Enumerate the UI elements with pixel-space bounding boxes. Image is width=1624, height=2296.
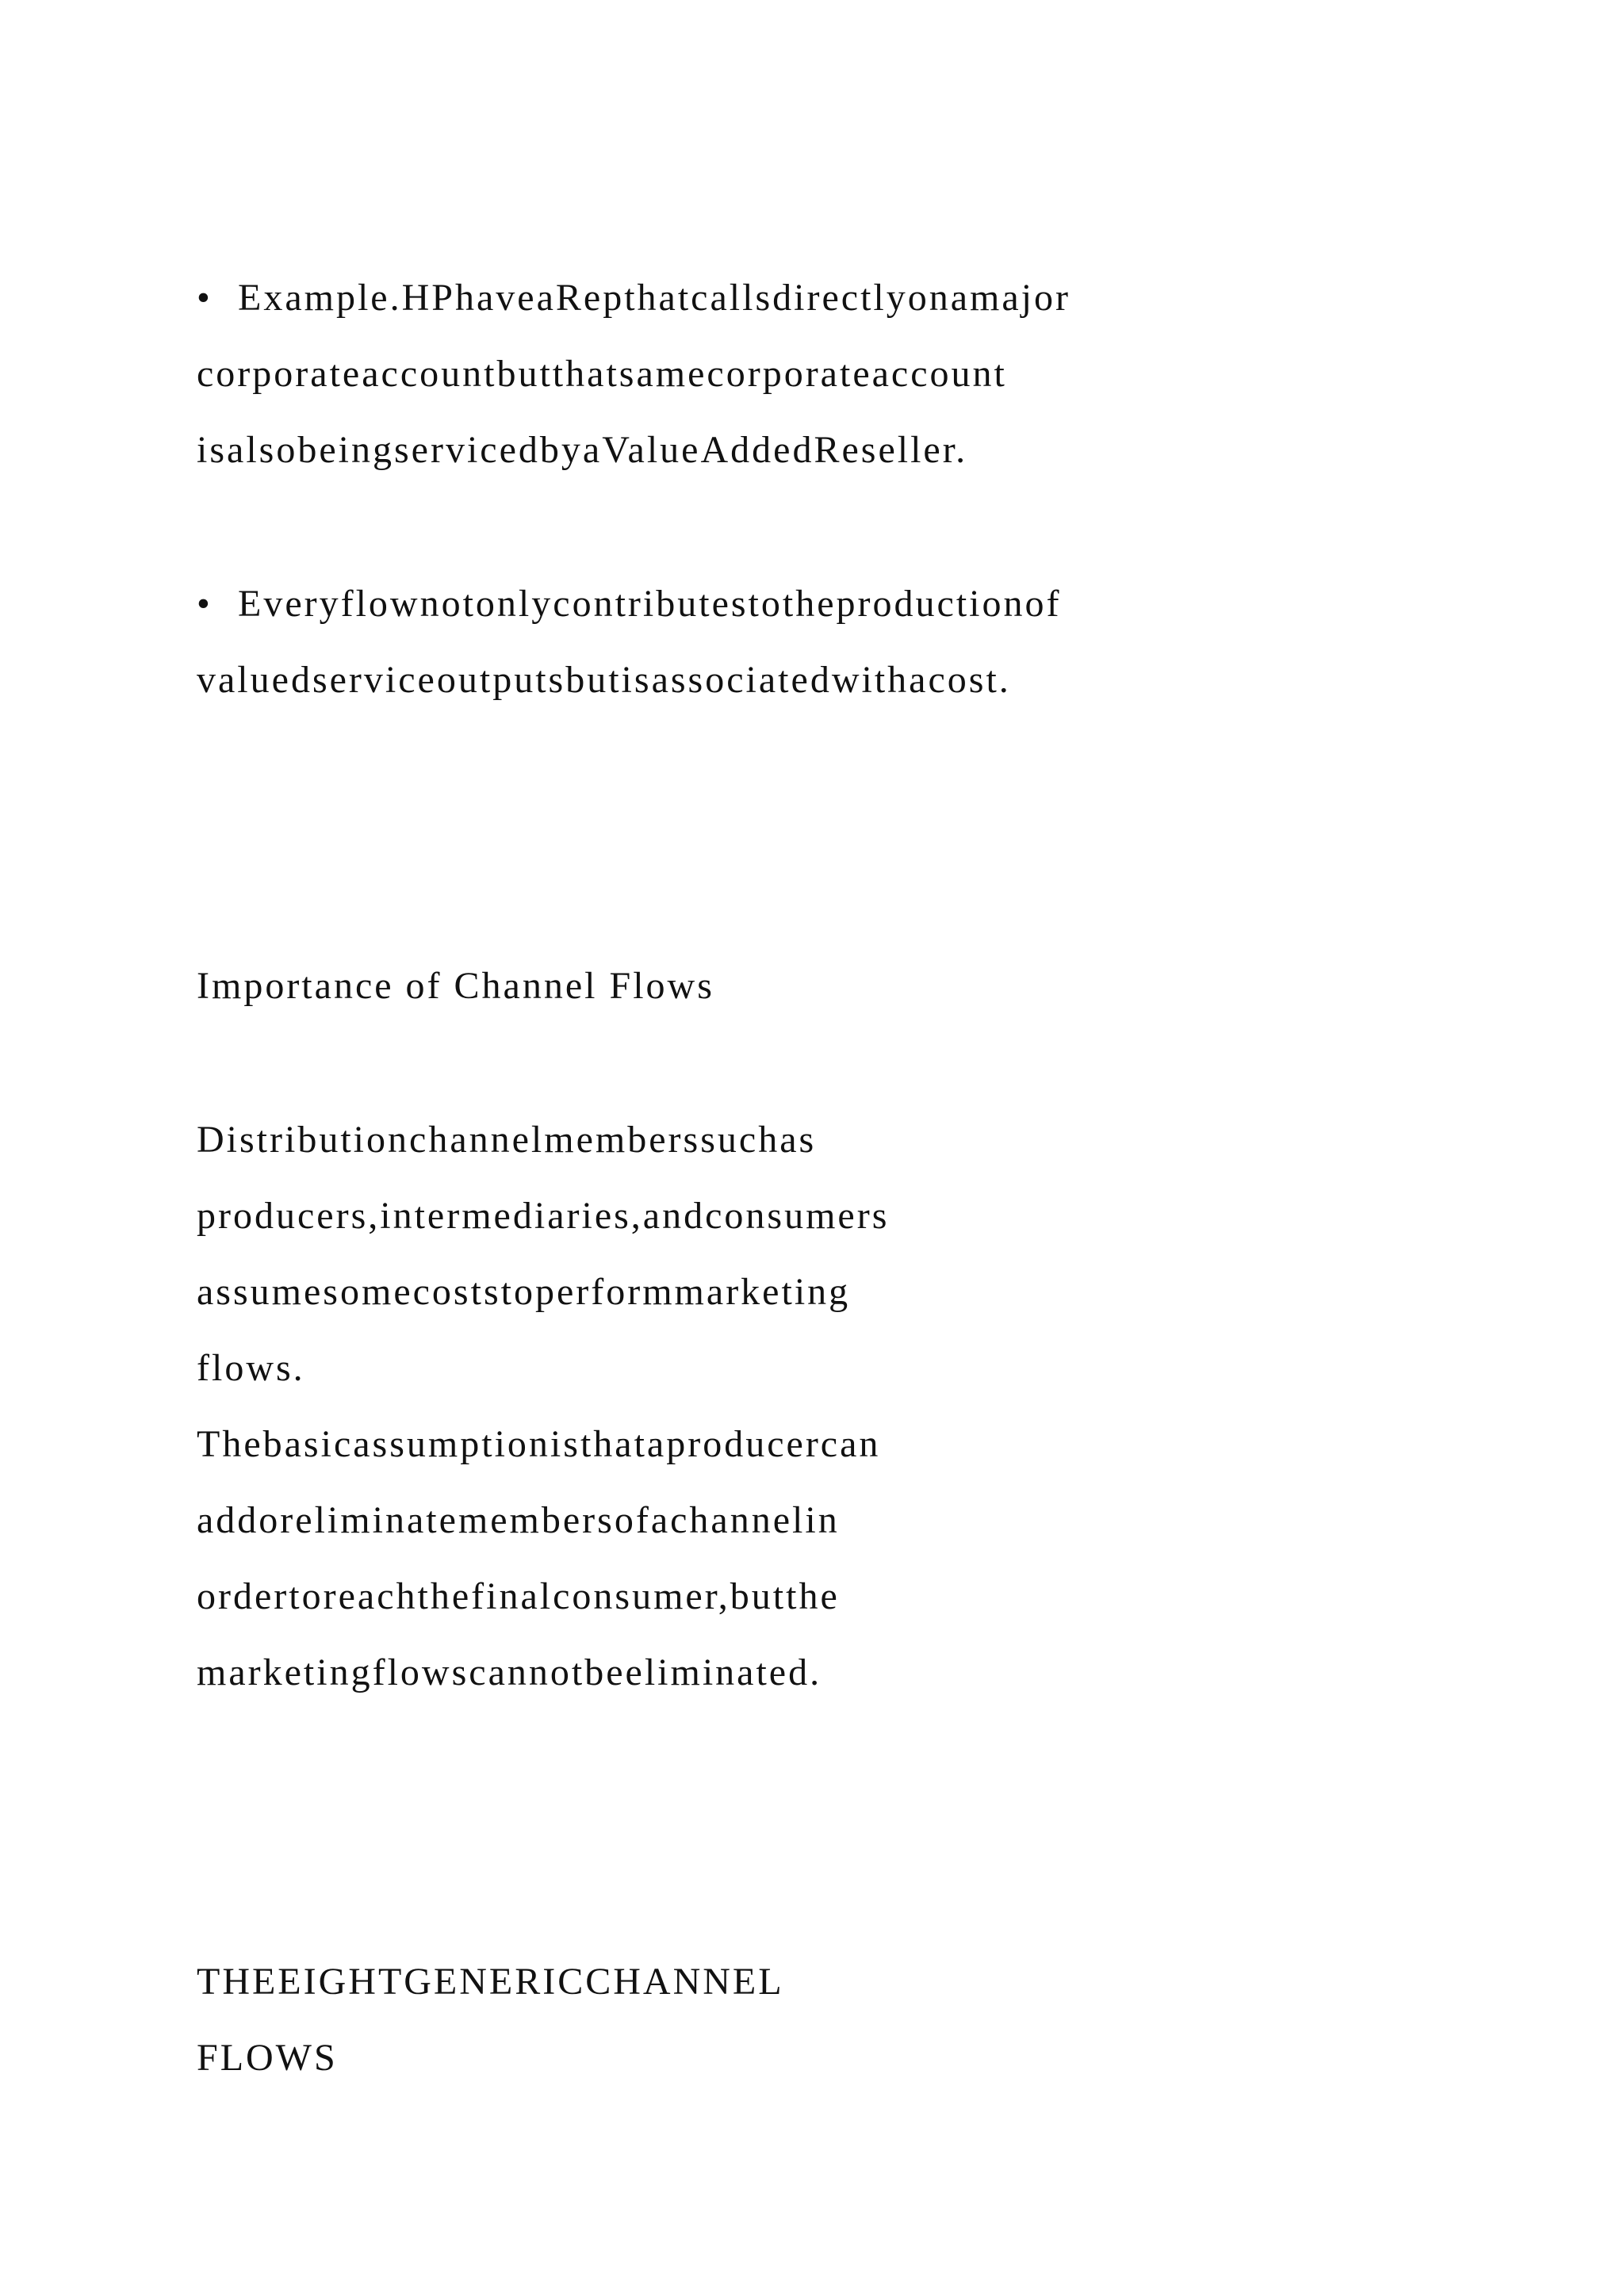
bullet-item-1-line-2: corporateaccountbutthatsamecorporateaccount bbox=[197, 353, 1007, 395]
section-heading: Importance of Channel Flows bbox=[197, 965, 714, 1007]
paragraph-line-8: marketingflowscannotbeeliminated. bbox=[197, 1651, 822, 1693]
paragraph-line-5: Thebasicassumptionisthataproducercan bbox=[197, 1423, 881, 1465]
paragraph-line-7: ordertoreachthefinalconsumer,butthe bbox=[197, 1575, 840, 1617]
bullet-item-1-line-3: isalsobeingservicedbyaValueAddedReseller. bbox=[197, 429, 968, 471]
paragraph-line-6: addoreliminatemembersofachannelin bbox=[197, 1499, 840, 1541]
heading-line-1: THEEIGHTGENERICCHANNEL bbox=[197, 1961, 784, 2003]
bullet-marker: • bbox=[197, 277, 213, 319]
bullet-text: Example.HPhaveaRepthatcallsdirectlyonamajor bbox=[238, 277, 1071, 319]
bullet-text: Everyflownotonlycontributestotheproductionof bbox=[238, 583, 1062, 625]
paragraph-line-1: Distributionchannelmemberssuchas bbox=[197, 1119, 817, 1161]
bullet-item-2-line-1 bbox=[197, 585, 1061, 623]
paragraph-line-2: producers,intermediaries,andconsumers bbox=[197, 1195, 890, 1237]
paragraph-line-4: flows. bbox=[197, 1347, 305, 1389]
bullet-marker: • bbox=[197, 583, 213, 625]
paragraph-line-3: assumesomecoststoperformmarketing bbox=[197, 1271, 851, 1313]
bullet-item-1-line-1 bbox=[197, 279, 1071, 317]
heading-line-2: FLOWS bbox=[197, 2037, 338, 2079]
bullet-item-2-line-2: valuedserviceoutputsbutisassociatedwithacost. bbox=[197, 659, 1011, 701]
